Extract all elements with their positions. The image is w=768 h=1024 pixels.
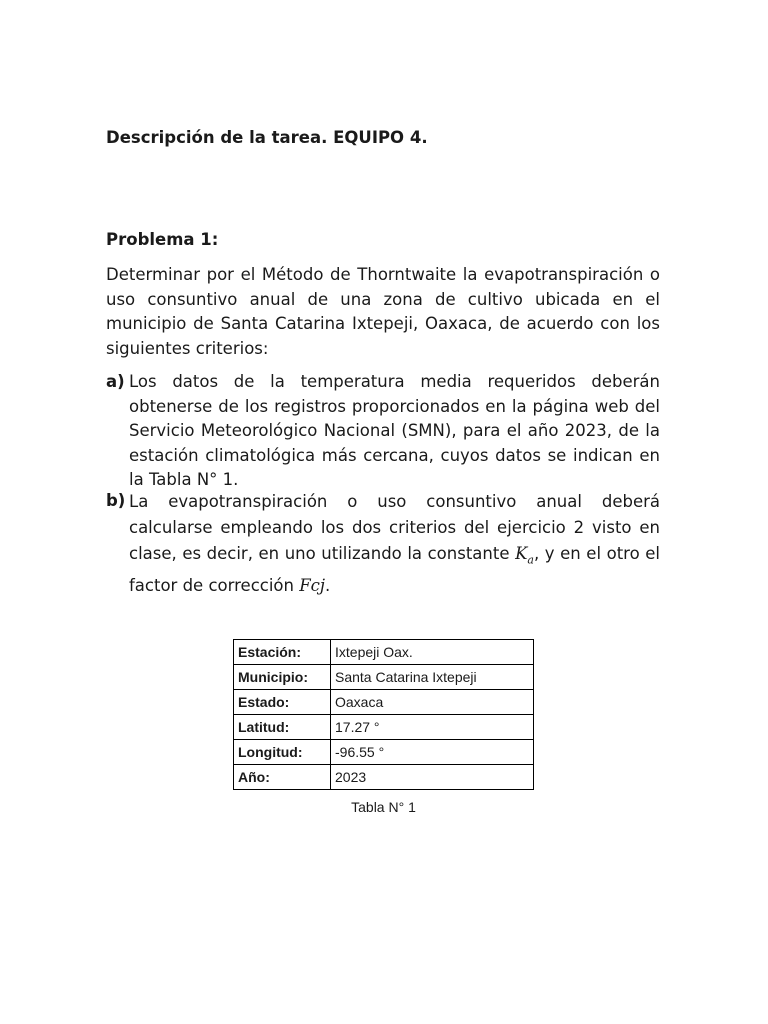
table-row: [234, 715, 534, 740]
table-caption: Tabla N° 1: [351, 799, 416, 815]
table-value: -96.55 °: [331, 740, 534, 765]
document-title: Descripción de la tarea. EQUIPO 4.: [106, 128, 428, 147]
criterion-b-text-end: .: [325, 576, 331, 596]
criterion-b-text-start: La evapotranspiración o uso consuntivo anual deberá calcularse empleando los dos criterios del ejercicio 2 visto en clase, es decir, en uno utilizando la constante: [129, 492, 660, 563]
correction-factor-fcj: Fcj: [299, 576, 326, 596]
table-row: [234, 665, 534, 690]
criterion-b-marker: b): [106, 491, 126, 510]
table-value: Santa Catarina Ixtepeji: [331, 665, 534, 690]
criterion-a-text: Los datos de la temperatura media requeridos deberán obtenerse de los registros proporcionados en la página web del Servicio Meteorológico Nacional (SMN), para el año 2023, de la estación climatológica más cercana, cuyos datos se indican en la Tabla N° 1.: [129, 372, 660, 489]
table-value: Ixtepeji Oax.: [331, 640, 534, 665]
table-row: [234, 640, 534, 665]
table-label: Estado:: [234, 690, 331, 715]
table-label: Latitud:: [234, 715, 331, 740]
criterion-a-marker: a): [106, 372, 125, 391]
problem-title: Problema 1:: [106, 230, 219, 249]
table-row: [234, 765, 534, 790]
table-row: [234, 740, 534, 765]
table-label: Municipio:: [234, 665, 331, 690]
table-label: Estación:: [234, 640, 331, 665]
criterion-b: [106, 489, 660, 599]
criterion-a: [106, 370, 660, 493]
table-value: 2023: [331, 765, 534, 790]
table-row: [234, 690, 534, 715]
problem-statement: Determinar por el Método de Thorntwaite la evapotranspiración o uso consuntivo anual de una zona de cultivo ubicada en el municipio de Santa Catarina Ixtepeji, Oaxaca, de acuerdo con los siguientes criterios:: [106, 265, 660, 358]
table-value: 17.27 °: [331, 715, 534, 740]
table-label: Longitud:: [234, 740, 331, 765]
table-label: Año:: [234, 765, 331, 790]
table-value: Oaxaca: [331, 690, 534, 715]
constant-ka: $K_a$: [515, 544, 534, 567]
criterion-b-text-middle: , y en el otro el factor de corrección: [129, 544, 660, 596]
station-info-table: [233, 639, 534, 790]
criterion-b-text: [129, 489, 660, 599]
